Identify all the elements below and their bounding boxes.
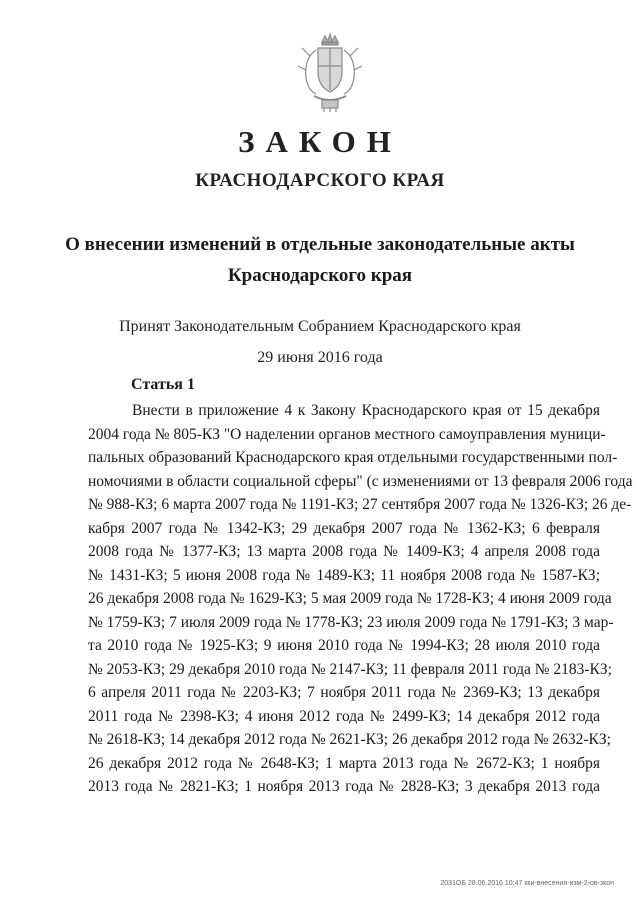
adoption-note: [0, 311, 640, 373]
body-line: № 1431-КЗ; 5 июня 2008 года № 1489-КЗ; 11 ноября 2008 года № 1587-КЗ;: [88, 566, 600, 584]
coat-of-arms-icon: [294, 30, 366, 114]
body-line: номочиями в области социальной сферы" (с изменениями от 13 февраля 2006 года: [88, 472, 633, 490]
body-line: 26 декабря 2008 года № 1629-КЗ; 5 мая 2009 года № 1728-КЗ; 4 июня 2009 года: [88, 590, 612, 607]
body-line: Внести в приложение 4 к Закону Краснодарского края от 15 декабря: [132, 402, 600, 419]
adoption-date: 29 июня 2016 года: [257, 349, 383, 366]
body-line: 2008 года № 1377-КЗ; 13 марта 2008 года № 1409-КЗ; 4 апреля 2008 года: [88, 543, 600, 560]
body-line: 26 декабря 2012 года № 2648-КЗ; 1 марта 2013 года № 2672-КЗ; 1 ноября: [88, 754, 600, 772]
body-line: 2004 года № 805-КЗ "О наделении органов местного самоуправления муници-: [88, 425, 606, 443]
body-line: 2013 года № 2821-КЗ; 1 ноября 2013 года № 2828-КЗ; 3 декабря 2013 года: [88, 778, 600, 795]
body-line: № 988-КЗ; 6 марта 2007 года № 1191-КЗ; 27 сентября 2007 года № 1326-КЗ; 26 де-: [88, 496, 632, 513]
body-line: та 2010 года № 1925-КЗ; 9 июня 2010 года № 1994-КЗ; 28 июля 2010 года: [88, 637, 600, 654]
body-line: пальных образований Краснодарского края отдельными государственными пол-: [88, 449, 618, 466]
article-title: Статья 1: [131, 376, 195, 393]
law-title: ЗАКОН: [238, 124, 402, 159]
body-line: № 2618-КЗ; 14 декабря 2012 года № 2621-КЗ; 26 декабря 2012 года № 2632-КЗ;: [88, 731, 611, 748]
body-line: 2011 года № 2398-КЗ; 4 июня 2012 года № 2499-КЗ; 14 декабря 2012 года: [88, 707, 600, 725]
adoption-note-line: Принят Законодательным Собранием Краснодарского края: [119, 318, 521, 335]
body-line: 6 апреля 2011 года № 2203-КЗ; 7 ноября 2011 года № 2369-КЗ; 13 декабря: [88, 684, 600, 701]
law-heading-line: Краснодарского края: [227, 265, 413, 286]
law-subtitle: КРАСНОДАРСКОГО КРАЯ: [195, 170, 445, 191]
body-line: кабря 2007 года № 1342-КЗ; 29 декабря 2007 года № 1362-КЗ; 6 февраля: [88, 519, 600, 537]
law-heading: [0, 229, 640, 291]
law-heading-line: О внесении изменений в отдельные законодательные акты: [65, 234, 575, 255]
body-line: № 1759-КЗ; 7 июля 2009 года № 1778-КЗ; 23 июля 2009 года № 1791-КЗ; 3 мар-: [88, 613, 614, 631]
document-footer-stamp: 2031ОБ 28.06.2016 10:47 кки-внесения-изм-2-ов-зкон: [440, 880, 614, 887]
article-body: [88, 399, 633, 799]
body-line: № 2053-КЗ; 29 декабря 2010 года № 2147-КЗ; 11 февраля 2011 года № 2183-КЗ;: [88, 660, 612, 678]
